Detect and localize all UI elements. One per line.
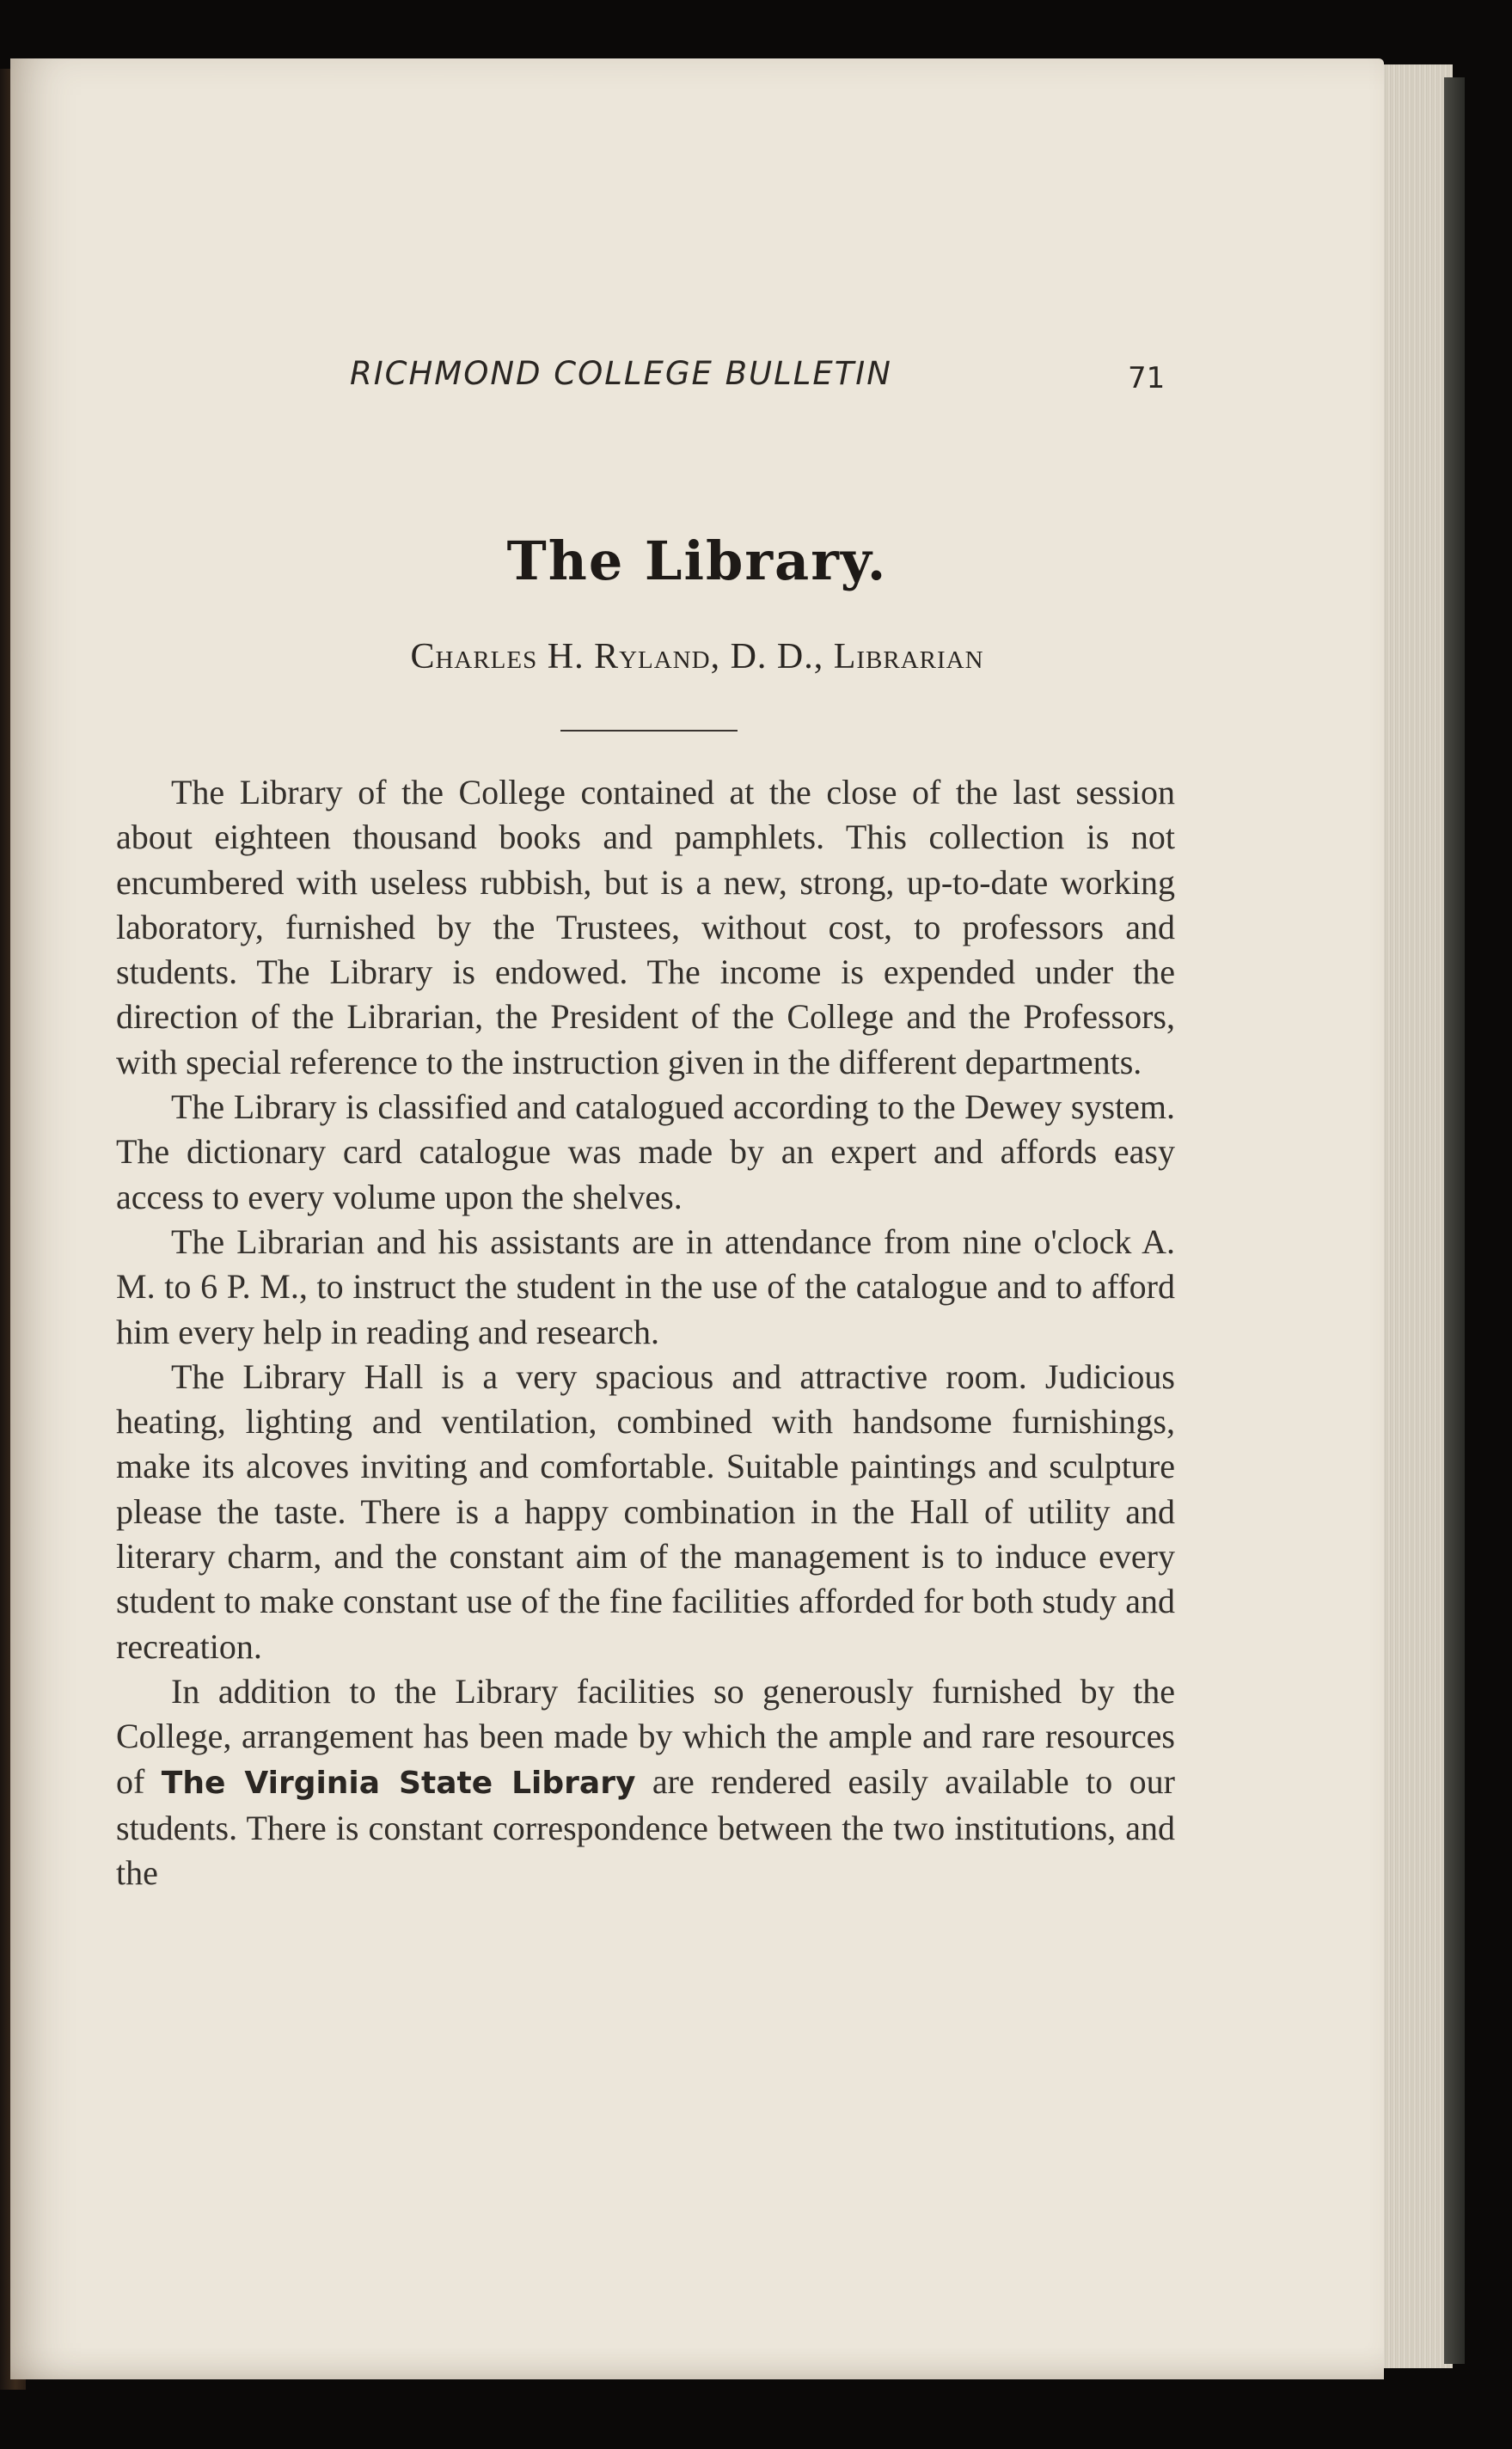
paragraph (116, 1669, 1175, 1895)
page-title: The Library. (506, 530, 888, 592)
divider-rule (560, 730, 738, 732)
paragraph-text: In addition to the Library facilities so generously furnished by the College, arrangement has been made by which the ample and rare resources of (116, 1671, 1175, 1801)
page-stack-edge (1375, 64, 1453, 2368)
state-library-name: The Virginia State Library (161, 1765, 636, 1801)
page-number: 71 (1128, 361, 1166, 395)
byline: Charles H. Ryland, D. D., Librarian (410, 637, 984, 677)
paragraph: The Librarian and his assistants are in attendance from nine o'clock A. M. to 6 P. M., to instruct the student in the use of the catalogue and to afford him every help in reading and research. (116, 1221, 1175, 1351)
body-text (116, 770, 1175, 1895)
cover-edge (1444, 77, 1465, 2364)
paragraph: The Library Hall is a very spacious and attractive room. Judicious heating, lighting and ventilation, combined with handsome furnishings, make its alcoves inviting and comfortable. Suitable paintings and sculpture please the taste. There is a happy combination in the Hall of utility and literary charm, and the constant aim of the management is to induce every student to make constant use of the fine facilities afforded for both study and recreation. (116, 1356, 1175, 1666)
running-head: RICHMOND COLLEGE BULLETIN (350, 355, 892, 392)
book-page (10, 58, 1384, 2379)
paragraph-text: are rendered easily available to our students. There is constant correspondence between the two institutions, and the (116, 1761, 1175, 1893)
paragraph: The Library of the College contained at the close of the last session about eighteen thousand books and pamphlets. This collection is not encumbered with useless rubbish, but is a new, strong, up-to-date working laboratory, furnished by the Trustees, without cost, to professors and students. The Library is endowed. The income is expended under the direction of the Librarian, the President of the College and the Professors, with special reference to the instruction given in the different departments. (116, 773, 1175, 1081)
paragraph: The Library is classified and catalogued according to the Dewey system. The dictionary card catalogue was made by an expert and affords easy access to every volume upon the shelves. (116, 1087, 1175, 1216)
